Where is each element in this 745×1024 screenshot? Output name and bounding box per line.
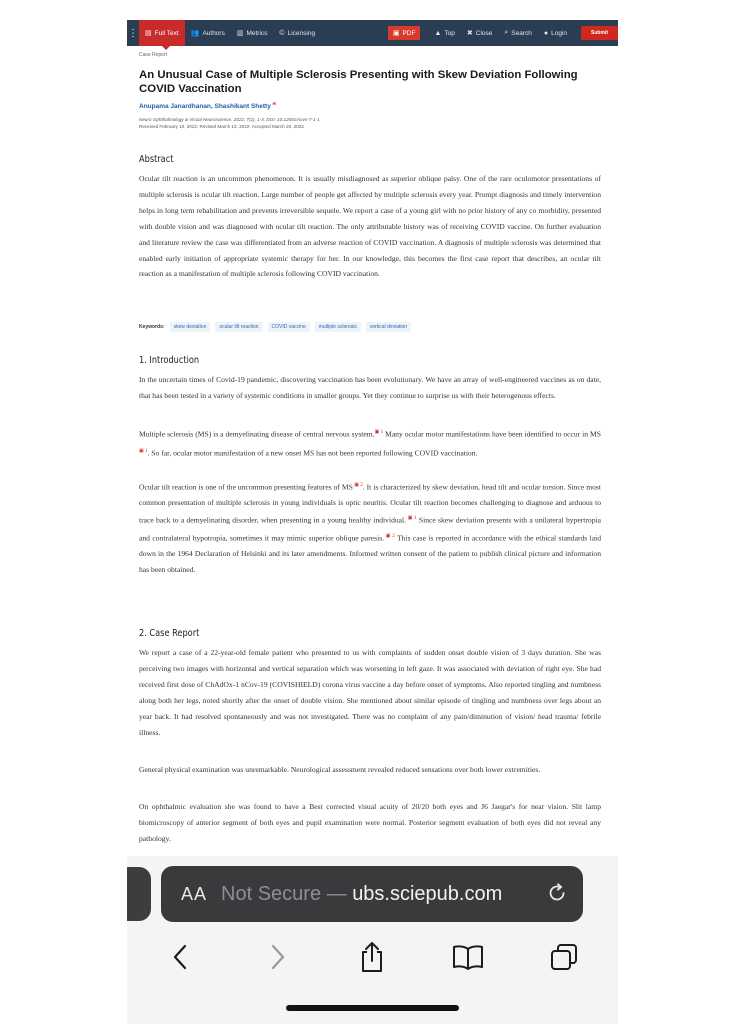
intro-p3-text-b: . It is characterized by skew deviation, head tilt and ocular torsion. Since most common presentation of multiple sclerosis in young individuals is optic neuritis. Ocular tilt reaction becomes challenging to diagnose and arduous to trace back to a demyelinating disorder, when presenting in a young healthy individual. bbox=[139, 482, 602, 525]
citation-number: 1 bbox=[144, 449, 148, 455]
nav-search[interactable] bbox=[498, 20, 538, 46]
intro-p2-text-a: Multiple sclerosis (MS) is a demyelinating disease of central nervous system. bbox=[139, 429, 375, 439]
keywords-label: Keywords: bbox=[139, 324, 165, 330]
forward-chevron-icon bbox=[265, 942, 289, 972]
nav-top-label: Top bbox=[444, 29, 455, 37]
article-page bbox=[127, 20, 618, 1024]
intro-p2-text-c: . So far, ocular motor manifestation of a new onset MS has not been reported following COVID vaccination. bbox=[147, 448, 478, 458]
citation-number: 1 bbox=[380, 430, 384, 435]
citation-number: 1 bbox=[414, 516, 417, 522]
intro-p2-text-b: Many ocular motor manifestations have been identified to occur in MS bbox=[385, 429, 602, 439]
nav-login[interactable] bbox=[538, 20, 573, 46]
text-size-button[interactable]: AA bbox=[181, 883, 208, 904]
article-type: Case Report bbox=[139, 52, 168, 58]
citation-link[interactable]: ▣ 1 bbox=[374, 430, 384, 435]
nav-metrics[interactable] bbox=[231, 20, 274, 46]
nav-search-label: Search bbox=[511, 29, 532, 37]
citation-link[interactable]: ▣ 1 bbox=[406, 516, 417, 522]
search-icon: ⌕ bbox=[504, 29, 509, 36]
nav-licensing[interactable] bbox=[273, 20, 321, 46]
nav-authors-label: Authors bbox=[202, 29, 225, 37]
case-paragraph-2: General physical examination was unremarkable. Neurological assessment revealed reduced sensations over both lower extremities. bbox=[139, 765, 541, 774]
back-chevron-icon bbox=[169, 942, 193, 972]
bar-chart-icon: ▥ bbox=[236, 30, 244, 37]
keyword-tag[interactable]: skew deviation bbox=[170, 322, 211, 332]
copyright-icon: © bbox=[279, 29, 285, 37]
security-warning: Not Secure — bbox=[221, 882, 347, 905]
pdf-icon: ▣ bbox=[392, 30, 400, 37]
article-title: An Unusual Case of Multiple Sclerosis Presenting with Skew Deviation Following COVID Vaccination bbox=[139, 69, 578, 95]
forward-button[interactable] bbox=[257, 937, 297, 977]
abstract-text: Ocular tilt reaction is an uncommon phenomenon. It is usually misdiagnosed as superior oblique palsy. One of the rare oculomotor presentations of multiple sclerosis is ocular tilt reaction. Large number of people get affected by multiple sclerosis every year. Prompt diagnosis and timely intervention helps in long term rehabilitation and prevents irreversible sequele. We report a case of a young girl with no prior history of any co morbidity, presented with double vision and was diagnosed with ocular tilt reaction. The only attributable history was of receiving COVID vaccine. On further evaluation and literature review the case was differentiated from an adverse reaction of COVID vaccination. A diagnosis of multiple sclerosis was determined that enabled early initiation of appropriate systemic therapy for her. In our knowledge, this becomes the first case report that describes, an ocular tilt reaction as a manifestation of multiple sclerosis following COVID vaccination. bbox=[139, 174, 601, 279]
close-icon: ✖ bbox=[466, 30, 473, 37]
citation-link[interactable]: ▣ 2 bbox=[352, 483, 363, 488]
nav-top[interactable] bbox=[428, 20, 460, 46]
keyword-tag[interactable]: vertical deviation bbox=[366, 322, 411, 332]
nav-full-text-label: Full Text bbox=[154, 29, 179, 37]
intro-paragraph-2 bbox=[139, 425, 601, 462]
back-button[interactable] bbox=[161, 937, 201, 977]
keyword-tag[interactable]: ocular tilt reaction bbox=[215, 322, 262, 332]
case-report-heading: 2. Case Report bbox=[139, 628, 200, 639]
nav-close-label: Close bbox=[475, 29, 493, 37]
nav-authors[interactable] bbox=[185, 20, 231, 46]
abstract-heading: Abstract bbox=[139, 154, 174, 165]
case-paragraph-3: On ophthalmic evaluation she was found to have a Best corrected visual acuity of 20/20 both eyes and J6 Jaegar's for near vision. Slit lamp biomicroscopy of anterior segment of both eyes and pupil examination were normal. Posterior segment evaluation of both eyes did not reveal any pathology. bbox=[139, 802, 601, 843]
home-indicator bbox=[286, 1005, 459, 1011]
citation-number: 2 bbox=[360, 483, 363, 488]
intro-p3-text-c: Since skew deviation presents with a unilateral hypertropia and contralateral hypotropia, sometimes it may mimic superior oblique paresis. bbox=[139, 515, 601, 543]
top-nav-bar bbox=[127, 20, 618, 46]
url-display[interactable] bbox=[221, 883, 502, 906]
nav-licensing-label: Licensing bbox=[287, 29, 316, 37]
arrow-up-icon: ▲ bbox=[434, 29, 442, 37]
share-icon bbox=[358, 941, 386, 973]
nav-full-text[interactable] bbox=[139, 20, 185, 46]
active-tab-caret bbox=[162, 46, 170, 50]
nav-login-label: Login bbox=[551, 29, 568, 37]
user-icon: ● bbox=[543, 29, 549, 37]
browser-nav-toolbar bbox=[127, 932, 618, 982]
intro-paragraph-1: In the uncertain times of Covid-19 pandemic, discovering vaccination has been evolutionary. We have an array of well-engineered vaccines as on date, that has been tested in a variety of systemic conditions in smaller groups. Yet they continue to surprise us with their heterogenous effects. bbox=[139, 375, 601, 400]
corresponding-author-icon: ✉ bbox=[272, 101, 277, 106]
pdf-label: PDF bbox=[402, 29, 416, 37]
bookmarks-button[interactable] bbox=[448, 937, 488, 977]
tabs-button[interactable] bbox=[544, 937, 584, 977]
article-dates: Received February 10, 2022; Revised March 13, 2022; Accepted March 20, 2022 bbox=[139, 124, 304, 129]
url-text: ubs.sciepub.com bbox=[352, 882, 503, 905]
citation-link[interactable]: ▣ 2 bbox=[384, 533, 395, 539]
tabs-icon bbox=[549, 942, 579, 972]
book-icon bbox=[452, 943, 484, 971]
intro-paragraph-3 bbox=[139, 478, 601, 578]
users-icon: 👥 bbox=[190, 30, 200, 37]
reload-icon[interactable] bbox=[545, 881, 569, 905]
nav-close[interactable] bbox=[461, 20, 499, 46]
nav-metrics-label: Metrics bbox=[246, 29, 268, 37]
menu-dots-icon[interactable]: ⋮ bbox=[128, 27, 138, 39]
journal-citation: Neuro Ophthalmology & Visual Neuroscience. 2022, 7(1), 1-4. DOI: 10.12691/novn-7-1-1 bbox=[139, 117, 320, 122]
keyword-tag[interactable]: multiple sclerosis bbox=[315, 322, 361, 332]
submit-button[interactable]: Submit bbox=[581, 26, 618, 40]
document-icon: ▤ bbox=[145, 30, 152, 37]
intro-p3-text-a: Ocular tilt reaction is one of the uncommon presenting features of MS bbox=[139, 482, 353, 492]
introduction-heading: 1. Introduction bbox=[139, 355, 200, 366]
pdf-button[interactable] bbox=[388, 26, 421, 40]
case-paragraph-1: We report a case of a 22-year-old female patient who presented to us with complaints of sudden onset double vision of 3 days duration. She was perceiving two images with horizontal and vertical separation which was worsening in left gaze. It was associated with deviation of right eye. She had received first dose of ChAdOx-1 nCov-19 (COVISHIELD) corona virus vaccine a day before onset of symptoms. Also reported tingling and numbness along both her legs, noted shortly after the onset of double vision. She mentioned about similar episode of tingling and numbness over legs about an year back. It had resolved spontaneously and was not investigated. There was no complaint of any pain/diminution of vision/ head trauma/ febrile illness. bbox=[139, 648, 601, 737]
previous-tab-preview[interactable] bbox=[127, 867, 151, 921]
address-bar[interactable] bbox=[161, 866, 583, 922]
author-names[interactable]: Anupama Janardhanan, Shashikant Shetty bbox=[139, 103, 271, 111]
keyword-tag[interactable]: COVID vaccine bbox=[268, 322, 310, 332]
author-list bbox=[139, 101, 276, 110]
citation-number: 2 bbox=[392, 533, 395, 539]
intro-p3-text-d: This case is reported in accordance with the ethical standards laid down in the 1964 Declaration of Helsinki and its later amendments. Informed written consent of the patient to publish clinical picture and information has been obtained. bbox=[139, 533, 601, 575]
share-button[interactable] bbox=[352, 937, 392, 977]
citation-link[interactable]: ▣ 1 bbox=[139, 449, 148, 455]
keywords-row bbox=[139, 322, 416, 332]
